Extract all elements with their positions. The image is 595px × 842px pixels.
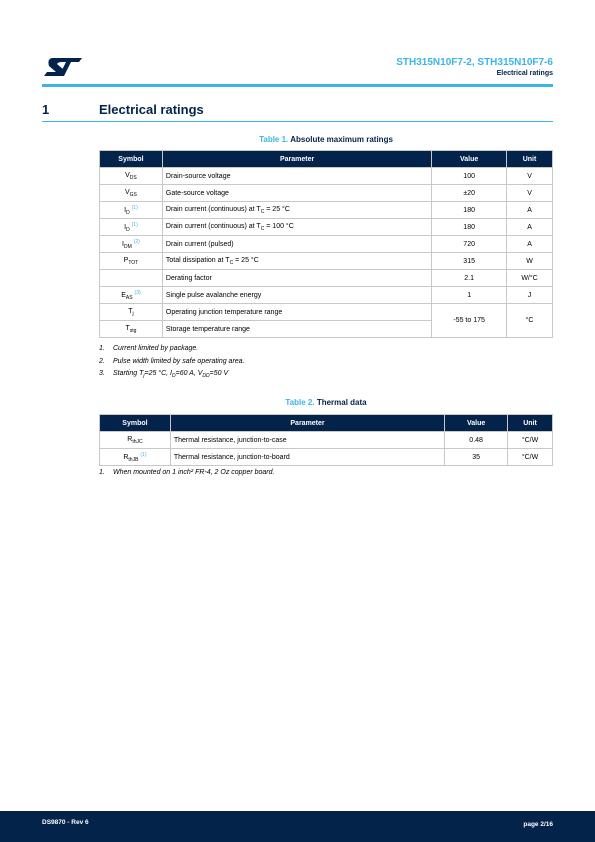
parameter-cell [162, 253, 431, 270]
symbol-subscript: stg [129, 327, 137, 334]
value-cell-merged: -55 to 175 [432, 304, 507, 338]
symbol-subscript: DM [123, 243, 132, 250]
value-cell: 315 [432, 253, 507, 270]
symbol-cell [100, 202, 163, 219]
symbol: V [124, 188, 130, 196]
symbol-cell [100, 168, 163, 185]
header-symbol: Symbol [100, 151, 163, 168]
symbol-subscript: AS [125, 294, 133, 301]
symbol: P [123, 256, 129, 264]
unit-cell: W/°C [507, 270, 553, 287]
symbol-subscript: TOT [128, 259, 139, 266]
section-rule [42, 121, 553, 122]
section-number: 1 [42, 102, 50, 117]
value-cell: 35 [445, 449, 508, 466]
symbol-cell [100, 185, 163, 202]
table-row [100, 236, 553, 253]
table1-notes [99, 343, 245, 383]
symbol-subscript: j [132, 310, 134, 317]
footnote-number: 1. [99, 345, 105, 352]
document-reference: DS9870 - Rev 6 [42, 819, 89, 826]
thermal-data-table [99, 414, 553, 466]
footnote-text: Starting T [113, 370, 144, 377]
table-header-row [100, 415, 553, 432]
symbol: I [124, 206, 127, 214]
parameter-subscript: C [260, 225, 265, 232]
footnote-ref: (1) [140, 451, 147, 458]
symbol-cell [100, 287, 163, 304]
symbol: V [125, 171, 130, 179]
value-cell: 720 [432, 236, 507, 253]
symbol-subscript: D [126, 226, 130, 233]
parameter-cell: Thermal resistance, junction-to-board [170, 449, 444, 466]
parameter-subscript: C [260, 208, 265, 215]
footnote-number: 2. [99, 357, 105, 365]
unit-cell: A [507, 236, 553, 253]
table1-caption-text: Absolute maximum ratings [290, 135, 393, 144]
parameter-cell: Single pulse avalanche energy [162, 287, 431, 304]
parameter-cell: Operating junction temperature range [162, 304, 431, 321]
footnote-text: =50 V [209, 370, 229, 377]
footnote-ref: (1) [131, 221, 138, 228]
table-row [100, 253, 553, 270]
symbol-cell [100, 270, 163, 287]
parameter-cell: Derating factor [162, 270, 431, 287]
parameter-subscript: C [229, 259, 234, 266]
footnote-ref: (2) [133, 238, 140, 245]
symbol-subscript: thJB [128, 456, 139, 463]
footnote-subscript: D [172, 373, 176, 379]
header-symbol: Symbol [100, 415, 171, 432]
unit-cell: W [507, 253, 553, 270]
table2-caption-text: Thermal data [316, 398, 367, 407]
parameter-cell: Storage temperature range [162, 321, 431, 338]
footnote [99, 343, 245, 356]
symbol-subscript: DS [129, 174, 137, 181]
parameter-text-end: = 25 °C [264, 205, 290, 213]
footnote [99, 356, 245, 369]
symbol: R [127, 435, 133, 443]
footnote-text: Pulse width limited by safe operating area. [113, 357, 245, 365]
table-row [100, 287, 553, 304]
footnote-number: 3. [99, 370, 105, 377]
footnote-subscript: DD [202, 373, 210, 379]
symbol-subscript: GS [129, 191, 137, 198]
parameter-text-end: = 25 °C [233, 256, 259, 264]
symbol-cell [100, 449, 171, 466]
footnote-text: =25 °C, I [144, 370, 172, 377]
unit-cell: A [507, 219, 553, 236]
parameter-cell: Gate-source voltage [162, 185, 431, 202]
value-cell: 2.1 [432, 270, 507, 287]
table2-caption [99, 398, 553, 407]
symbol: E [121, 291, 126, 299]
symbol-cell [100, 236, 163, 253]
footnote-text: Current limited by package. [113, 345, 199, 352]
unit-cell-merged: °C [507, 304, 553, 338]
symbol: R [123, 453, 129, 461]
parameter-cell [162, 219, 431, 236]
symbol-cell [100, 321, 163, 338]
table-row [100, 270, 553, 287]
value-cell: 100 [432, 168, 507, 185]
table-row [100, 202, 553, 219]
header-value: Value [432, 151, 507, 168]
value-cell: 0.48 [445, 432, 508, 449]
document-subtitle: Electrical ratings [496, 70, 553, 77]
symbol-subscript: thJC [132, 438, 143, 445]
symbol-cell [100, 253, 163, 270]
parameter-text: Drain current (continuous) at T [165, 222, 261, 230]
unit-cell: J [507, 287, 553, 304]
parameter-cell: Drain current (pulsed) [162, 236, 431, 253]
table-row [100, 449, 553, 466]
table-row [100, 304, 553, 321]
value-cell: 180 [432, 202, 507, 219]
parameter-text: Total dissipation at T [165, 256, 230, 264]
symbol: T [128, 307, 133, 315]
unit-cell: V [507, 168, 553, 185]
symbol: T [125, 324, 130, 332]
header-parameter: Parameter [162, 151, 431, 168]
value-cell: 180 [432, 219, 507, 236]
table2-caption-number: Table 2. [285, 398, 315, 407]
table-row [100, 219, 553, 236]
symbol-subscript: D [126, 209, 130, 216]
footnote-ref: (3) [134, 289, 141, 296]
header-unit: Unit [507, 151, 553, 168]
footnote [99, 368, 245, 383]
symbol: I [124, 223, 127, 231]
symbol-cell [100, 304, 163, 321]
absolute-max-ratings-table [99, 150, 553, 338]
unit-cell: °C/W [508, 432, 553, 449]
table-header-row [100, 151, 553, 168]
parameter-cell: Drain-source voltage [162, 168, 431, 185]
footnote-number: 1. [99, 469, 105, 476]
unit-cell: °C/W [508, 449, 553, 466]
footnote-ref: (1) [131, 204, 138, 211]
table1-caption-number: Table 1. [259, 135, 289, 144]
document-title: STH315N10F7-2, STH315N10F7-6 [396, 57, 553, 68]
parameter-cell: Thermal resistance, junction-to-case [170, 432, 444, 449]
symbol-cell [100, 432, 171, 449]
parameter-text-end: = 100 °C [264, 222, 294, 230]
footnote-subscript: j [143, 373, 145, 379]
symbol-cell [100, 219, 163, 236]
footnote [99, 467, 274, 480]
value-cell: 1 [432, 287, 507, 304]
table-row [100, 168, 553, 185]
symbol: I [122, 240, 124, 248]
header-value: Value [445, 415, 508, 432]
section-title: Electrical ratings [99, 102, 204, 117]
header-unit: Unit [508, 415, 553, 432]
unit-cell: A [507, 202, 553, 219]
st-logo [42, 56, 84, 78]
table2-notes [99, 467, 274, 480]
footnote-text: When mounted on 1 inch² FR-4, 2 Oz copper board. [113, 469, 275, 476]
parameter-cell [162, 202, 431, 219]
table1-caption [99, 135, 553, 144]
footnote-text: =60 A, V [175, 370, 203, 377]
table-row [100, 185, 553, 202]
value-cell: ±20 [432, 185, 507, 202]
table-row [100, 432, 553, 449]
header-parameter: Parameter [170, 415, 444, 432]
unit-cell: V [507, 185, 553, 202]
page-number: page 2/16 [523, 821, 553, 828]
footer-bar [0, 814, 595, 842]
parameter-text: Drain current (continuous) at T [165, 205, 261, 213]
header-rule [42, 84, 553, 87]
